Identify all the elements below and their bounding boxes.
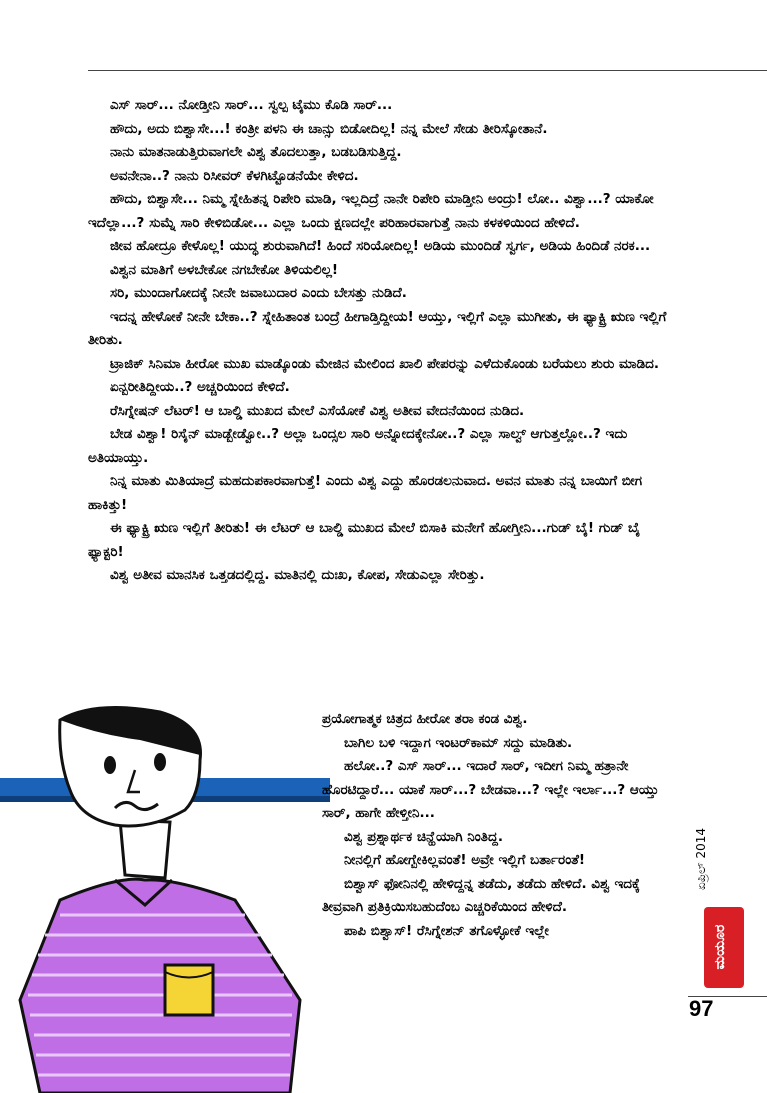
right-eye — [154, 753, 166, 771]
paragraph: ಸರಿ, ಮುಂದಾಗೋದಕ್ಕೆ ನೀನೇ ಜವಾಬುದಾರ ಎಂದು ಬೇಸತ್ತು ನುಡಿದೆ. — [110, 285, 407, 301]
svg-text:ಮಯೂರ: ಮಯೂರ — [712, 924, 728, 970]
paragraph: ಬಾಗಿಲ ಬಳಿ ಇದ್ದಾಗ ಇಂಟರ್‌ಕಾಮ್ ಸದ್ದು ಮಾಡಿತು. — [344, 734, 573, 751]
paragraph: ಅವನೇನಾ..? ನಾನು ರಿಸೀವರ್ ಕೆಳಗಿಟ್ಟೊಡನೆಯೇ ಕೇಳಿದ. — [110, 167, 359, 184]
paragraph: ಈ ಫ್ಯಾಕ್ಟ್ರಿ ಋಣ ಇಲ್ಲಿಗೆ ತೀರಿತು! ಈ ಲೆಟರ್ ಆ ಬಾಲ್ಡಿ ಮುಖದ ಮೇಲೆ ಬಿಸಾಕಿ ಮನೇಗೆ ಹೋಗ್ತೀನಿ...ಗುಡ್ ಬೈ! ಗುಡ್ ಬೈ ಫ್ಯಾಕ್ಟರಿ! — [88, 520, 641, 560]
paragraph: ಬಿಶ್ವಾಸ್ ಫೋನಿನಲ್ಲಿ ಹೇಳಿದ್ದನ್ನ ತಡೆದು, ತಡೆದು ಹೇಳಿದೆ. ವಿಶ್ವ ಇದಕ್ಕೆ ತೀವ್ರವಾಗಿ ಪ್ರತಿಕ್ರಿಯಿಸಬಹುದೆಂಬ ಎಚ್ಚರಿಕೆಯಿಂದ ಹೇಳಿದೆ. — [322, 875, 640, 915]
paragraph: ಎಸ್ ಸಾರ್... ನೋಡ್ತೀನಿ ಸಾರ್... ಸ್ವಲ್ಪ ಟೈಮು ಕೊಡಿ ಸಾರ್... — [110, 97, 393, 113]
paragraph: ಜೀವ ಹೋದ್ರೂ ಕೇಳೊಲ್ಲ! ಯುದ್ಧ ಶುರುವಾಗಿದೆ! ಹಿಂದೆ ಸರಿಯೋದಿಲ್ಲ! ಅಡಿಯ ಮುಂದಿಡೆ ಸ್ವರ್ಗ, ಅಡಿಯ ಹಿಂದಿಡೆ ನರಕ... — [110, 238, 651, 254]
character-illustration — [0, 700, 330, 1093]
page-number: 97 — [689, 996, 714, 1021]
paragraph: ನೀನಲ್ಲಿಗೆ ಹೋಗ್ಬೇಕಿಲ್ಲವಂತೆ! ಅವ್ರೇ ಇಲ್ಲಿಗೆ ಬರ್ತಾರಂತೆ! — [344, 852, 586, 868]
paragraph: ವಿಶ್ವ ಪ್ರಶ್ನಾರ್ಥಕ ಚಿನ್ಹೆಯಾಗಿ ನಿಂತಿದ್ದ. — [344, 828, 504, 845]
wrapped-body — [322, 708, 674, 943]
paragraph: ನಾನು ಮಾತನಾಡುತ್ತಿರುವಾಗಲೇ ವಿಶ್ವ ತೊದಲುತ್ತಾ, ಬಡಬಡಿಸುತ್ತಿದ್ದ. — [110, 144, 402, 160]
magazine-logo — [700, 905, 748, 990]
paragraph: ಪಾಪಿ ಬಿಶ್ವಾಸ್! ರೆಸಿಗ್ನೇಶನ್ ತಗೊಳ್ಳೋಕೆ ಇಲ್ಲೇ — [344, 922, 549, 939]
paragraph: ಇದನ್ನ ಹೇಳೋಕೆ ನೀನೇ ಬೇಕಾ..? ಸ್ನೇಹಿತಾಂತ ಬಂದ್ರೆ ಹೀಗಾಡ್ತಿದ್ದೀಯ! ಆಯ್ತು, ಇಲ್ಲಿಗೆ ಎಲ್ಲಾ ಮುಗೀತು, ಈ ಫ್ಯಾಕ್ಟ್ರಿ ಋಣ ಇಲ್ಲಿಗೆ ತೀರಿತು. — [88, 308, 667, 348]
top-rule — [88, 70, 767, 71]
paragraph: ಹೌದು, ಬಿಶ್ವಾಸೇ... ನಿಮ್ಮ ಸ್ನೇಹಿತನ್ನ ರಿಪೇರಿ ಮಾಡಿ, ಇಲ್ಲದಿದ್ರೆ ನಾನೇ ರಿಪೇರಿ ಮಾಡ್ತೀನಿ ಅಂದ್ರು! ಲೋ.. ವಿಶ್ವಾ...? ಯಾಕೋ ಇದೆಲ್ಲಾ...? ಸುಮ್ನೆ ಸಾರಿ ಕೇಳಿಬಿಡೋ... ಎಲ್ಲಾ ಒಂದು ಕ್ಷಣದಲ್ಲೇ ಪರಿಹಾರವಾಗುತ್ತೆ ನಾನು ಕಳಕಳಿಯಿಂದ ಹೇಳಿದೆ. — [88, 191, 654, 231]
paragraph: ವಿಶ್ವನ ಮಾತಿಗೆ ಅಳಬೇಕೋ ನಗಬೇಕೋ ತಿಳಿಯಲಿಲ್ಲ! — [110, 261, 339, 278]
paragraph: ಪ್ರಯೋಗಾತ್ಮಕ ಚಿತ್ರದ ಹೀರೋ ತರಾ ಕಂಡ ವಿಶ್ವ. — [322, 711, 528, 727]
article-body — [88, 94, 673, 588]
paragraph: ಏನ್ಬರೀತಿದ್ದೀಯ..? ಅಚ್ಚರಿಯಿಂದ ಕೇಳಿದೆ. — [110, 379, 290, 395]
paragraph: ವಿಶ್ವ ಅತೀವ ಮಾನಸಿಕ ಒತ್ತಡದಲ್ಲಿದ್ದ. ಮಾತಿನಲ್ಲಿ ದುಃಖ, ಕೋಪ, ಸೇಡುಎಲ್ಲಾ ಸೇರಿತ್ತು. — [110, 567, 485, 583]
paragraph: ಹಲೋ..? ಎಸ್ ಸಾರ್... ಇದಾರೆ ಸಾರ್, ಇದೀಗ ನಿಮ್ಮ ಹತ್ರಾನೇ ಹೊರಟಿದ್ದಾರೆ... ಯಾಕೆ ಸಾರ್...? ಬೇಡವಾ...? ಇಲ್ಲೇ ಇರ್ಲಾ...? ಆಯ್ತು ಸಾರ್, ಹಾಗೇ ಹೇಳ್ತೀನಿ... — [322, 758, 659, 821]
paragraph: ಟ್ರಾಜಿಕ್ ಸಿನಿಮಾ ಹೀರೋ ಮುಖ ಮಾಡ್ಕೊಂಡು ಮೇಜಿನ ಮೇಲಿಂದ ಖಾಲಿ ಪೇಪರನ್ನು ಎಳೆದುಕೊಂಡು ಬರೆಯಲು ಶುರು ಮಾಡಿದ. — [110, 355, 659, 372]
paragraph: ರೆಸಿಗ್ನೇಷನ್ ಲೆಟರ್! ಆ ಬಾಲ್ಡಿ ಮುಖದ ಮೇಲೆ ಎಸೆಯೋಕೆ ವಿಶ್ವ ಅತೀವ ವೇದನೆಯಿಂದ ನುಡಿದ. — [110, 402, 525, 419]
paragraph: ಹೌದು, ಅದು ಬಿಶ್ವಾಸೇ...! ಕಂತ್ರೀ ಪಳನಿ ಈ ಚಾನ್ಸು ಬಿಡೋದಿಲ್ಲ! ನನ್ನ ಮೇಲೆ ಸೇಡು ತೀರಿಸ್ಕೋತಾನೆ. — [110, 120, 548, 137]
shirt — [20, 879, 300, 1093]
issue-date: ಏಪ್ರಿಲ್ 2014 — [694, 828, 708, 890]
paragraph: ಬೇಡ ವಿಶ್ವಾ! ರಿಸೈನ್ ಮಾಡ್ಬೇಡ್ವೋ..? ಅಲ್ಲಾ ಒಂದ್ಸಲ ಸಾರಿ ಅನ್ನೋದಕ್ಕೇನೋ..? ಎಲ್ಲಾ ಸಾಲ್ವ್ ಆಗುತ್ತಲ್ಲೋ..? ಇದು ಅತಿಯಾಯ್ತು. — [88, 426, 628, 466]
left-eye — [104, 756, 116, 774]
shirt-pocket — [165, 965, 213, 1015]
paragraph: ನಿನ್ನ ಮಾತು ಮಿತಿಯಾದ್ರೆ ಮಹದುಪಕಾರವಾಗುತ್ತೆ! ಎಂದು ವಿಶ್ವ ಎದ್ದು ಹೊರಡಲನುವಾದ. ಅವನ ಮಾತು ನನ್ನ ಬಾಯಿಗೆ ಬೀಗ ಹಾಕಿತ್ತು! — [88, 473, 643, 513]
